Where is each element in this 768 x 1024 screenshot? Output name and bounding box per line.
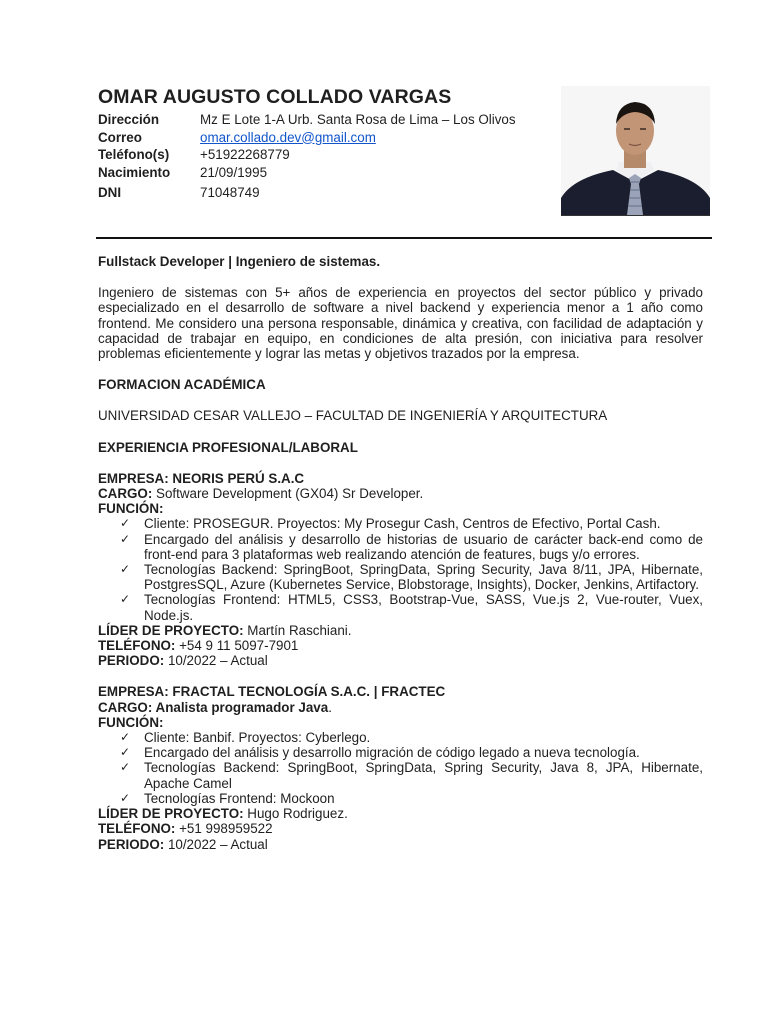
role-label: CARGO: <box>98 486 153 502</box>
function-label: FUNCIÓN: <box>98 501 164 517</box>
info-row-dni <box>98 184 558 202</box>
period-label: PERIODO: <box>98 836 165 852</box>
check-icon: ✓ <box>120 790 131 805</box>
leader-label: LÍDER DE PROYECTO: <box>98 806 244 822</box>
spacer <box>98 424 703 440</box>
job-entry-fractec <box>98 684 703 851</box>
check-icon: ✓ <box>120 562 131 577</box>
spacer <box>98 361 703 377</box>
list-item <box>120 730 703 745</box>
portrait-illustration <box>561 86 710 215</box>
list-item-text: Encargado del análisis y desarrollo migración de código legado a nueva tecnología. <box>144 745 640 761</box>
list-item-text: Tecnologías Frontend: Mockoon <box>144 790 335 806</box>
contact-info <box>98 111 558 202</box>
check-icon: ✓ <box>120 592 131 607</box>
education-institution: UNIVERSIDAD CESAR VALLEJO – FACULTAD DE INGENIERÍA Y ARQUITECTURA <box>98 408 608 424</box>
email-link[interactable]: omar.collado.dev@gmail.com <box>200 129 376 145</box>
email-label: Correo <box>98 129 142 145</box>
job-company: EMPRESA: NEORIS PERÚ S.A.C <box>98 470 305 486</box>
check-icon: ✓ <box>120 760 131 775</box>
dni-value: 71048749 <box>200 185 260 200</box>
profile-photo <box>561 86 710 216</box>
job-entry-neoris <box>98 471 703 669</box>
period-value: 10/2022 – Actual <box>164 836 268 852</box>
job-period-line <box>98 837 703 852</box>
resume-body <box>98 254 703 852</box>
role-value: Analista programador Java <box>152 699 329 715</box>
profile-title: Fullstack Developer | Ingeniero de sistemas. <box>98 254 381 269</box>
job-period-line <box>98 653 703 668</box>
list-item-text: Tecnologías Frontend: HTML5, CSS3, Bootstrap-Vue, SASS, Vue.js 2, Vue-router, Vuex, Node.js. <box>144 592 703 623</box>
spacer <box>98 455 703 471</box>
check-icon: ✓ <box>120 516 131 531</box>
list-item-text: Tecnologías Backend: SpringBoot, SpringData, Spring Security, Java 8/11, JPA, Hibernate, PostgresSQL, Azure (Kubernetes Service, Blobstorage, Insights), Docker, Jenkins, Artifactory. <box>144 562 703 593</box>
address-label: Dirección <box>98 112 160 127</box>
dni-label: DNI <box>98 185 122 200</box>
info-row-address <box>98 111 558 129</box>
list-item <box>120 760 703 790</box>
profile-summary: Ingeniero de sistemas con 5+ años de experiencia en proyectos del sector público y privado especializado en el desarrollo de software a nivel backend y experiencia menor a 1 año como frontend. Me considero una persona responsable, dinámica y creativa, con facilidad de adaptación y capacidad de trabajar en equipo, en condiciones de alta presión, con iniciativa para resolver problemas eficientemente y lograr las metas y objetivos trazados por la empresa. <box>98 285 703 362</box>
spacer <box>98 392 703 408</box>
list-item <box>120 791 703 806</box>
spacer <box>98 269 703 285</box>
list-item <box>120 516 703 531</box>
job-phone-value: +54 9 11 5097-7901 <box>175 638 299 654</box>
function-list <box>98 730 703 806</box>
spacer <box>98 668 703 684</box>
phone-label: Teléfono(s) <box>98 147 170 162</box>
experience-heading: EXPERIENCIA PROFESIONAL/LABORAL <box>98 439 358 455</box>
job-phone-line <box>98 821 703 836</box>
function-label: FUNCIÓN: <box>98 714 164 730</box>
job-company: EMPRESA: FRACTAL TECNOLOGÍA S.A.C. | FRACTEC <box>98 684 446 700</box>
list-item <box>120 592 703 622</box>
check-icon: ✓ <box>120 745 131 760</box>
job-role-line: CARGO: Analista programador Java. <box>98 699 332 715</box>
list-item-text: Tecnologías Backend: SpringBoot, SpringData, Spring Security, Java 8, JPA, Hibernate, Apache Camel <box>144 760 703 791</box>
job-role-line <box>98 486 703 501</box>
list-item <box>120 745 703 760</box>
leader-value: Hugo Rodriguez. <box>243 806 348 822</box>
job-phone-label: TELÉFONO: <box>98 821 176 837</box>
period-value: 10/2022 – Actual <box>164 653 268 669</box>
list-item-text: Cliente: Banbif. Proyectos: Cyberlego. <box>144 730 371 746</box>
education-heading: FORMACION ACADÉMICA <box>98 377 266 393</box>
phone-value: +51922268779 <box>200 147 290 162</box>
list-item-text: Cliente: PROSEGUR. Proyectos: My Prosegur Cash, Centros de Efectivo, Portal Cash. <box>144 516 661 532</box>
info-row-phone <box>98 146 558 164</box>
role-label: CARGO: <box>98 699 153 715</box>
period-label: PERIODO: <box>98 653 165 669</box>
check-icon: ✓ <box>120 531 131 546</box>
check-icon: ✓ <box>120 730 131 745</box>
job-phone-line <box>98 638 703 653</box>
list-item-text: Encargado del análisis y desarrollo de historias de usuario de carácter back-end como de front-end para 3 plataformas web realizando atención de features, bugs y/o errores. <box>144 531 703 562</box>
job-leader-line <box>98 623 703 638</box>
job-leader-line <box>98 806 703 821</box>
job-phone-value: +51 998959522 <box>175 821 273 837</box>
leader-label: LÍDER DE PROYECTO: <box>98 622 244 638</box>
job-phone-label: TELÉFONO: <box>98 638 176 654</box>
birth-label: Nacimiento <box>98 164 171 180</box>
info-row-email <box>98 129 558 147</box>
header-divider <box>96 237 712 239</box>
list-item <box>120 532 703 562</box>
list-item <box>120 562 703 592</box>
address-value: Mz E Lote 1-A Urb. Santa Rosa de Lima – Los Olivos <box>200 112 516 127</box>
candidate-name: OMAR AUGUSTO COLLADO VARGAS <box>98 86 452 108</box>
leader-value: Martín Raschiani. <box>243 622 352 638</box>
function-list <box>98 516 703 622</box>
info-row-birth <box>98 164 558 182</box>
role-value: Software Development (GX04) Sr Developer. <box>152 486 424 502</box>
birth-value: 21/09/1995 <box>200 164 268 180</box>
